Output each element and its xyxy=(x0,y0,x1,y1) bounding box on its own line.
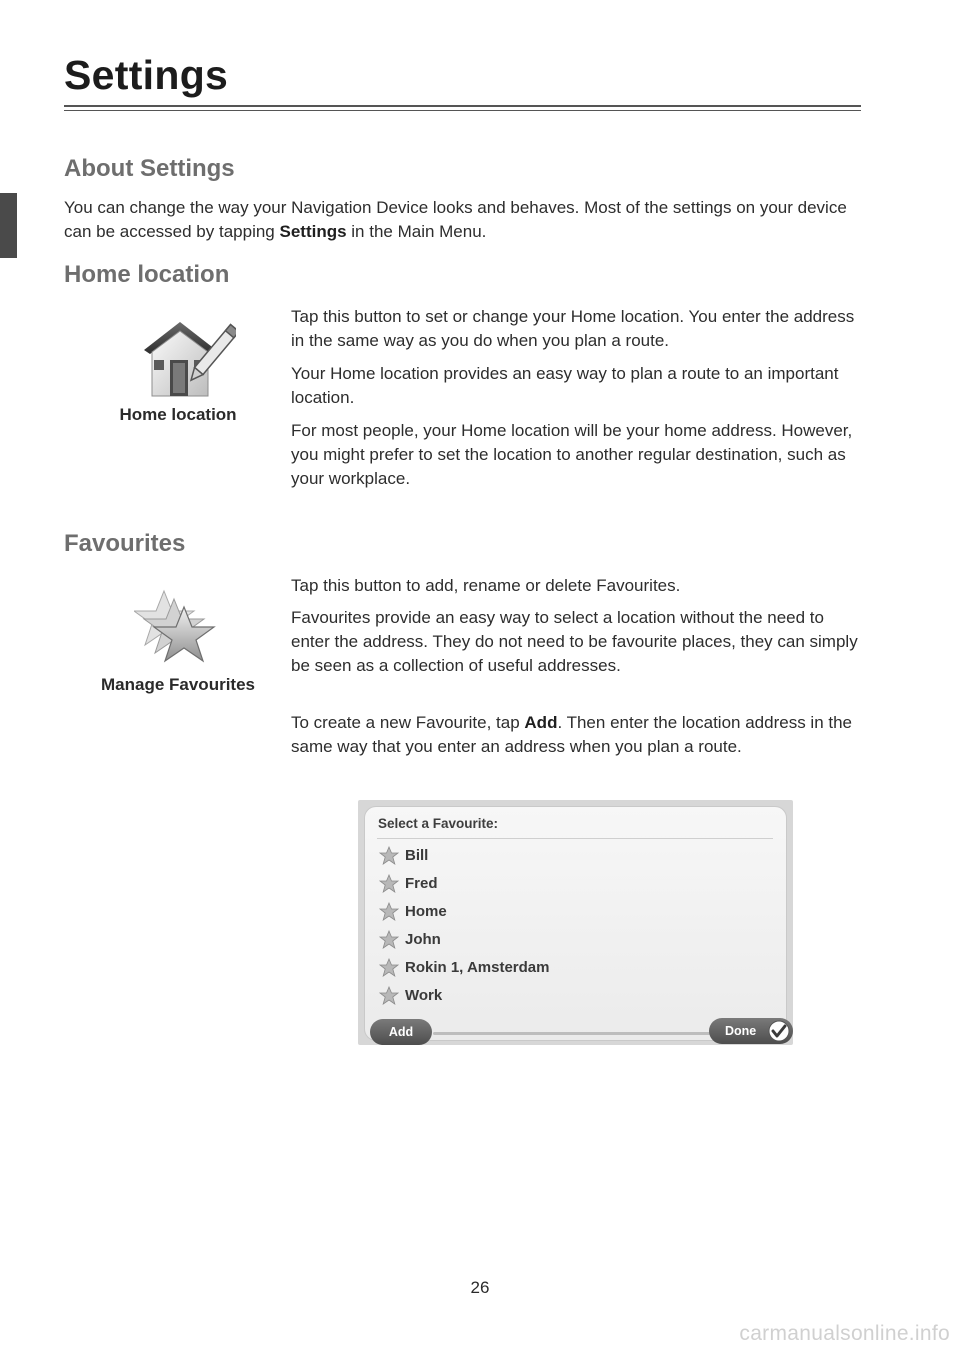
watermark: carmanualsonline.info xyxy=(739,1322,950,1345)
about-heading: About Settings xyxy=(64,155,235,182)
done-button[interactable] xyxy=(709,1018,793,1044)
select-favourite-screenshot xyxy=(358,800,793,1045)
favourite-item-home[interactable] xyxy=(379,899,447,923)
favourite-label: Rokin 1, Amsterdam xyxy=(405,958,550,976)
home-location-icon xyxy=(132,316,236,405)
favourite-label: Work xyxy=(405,986,443,1004)
about-paragraph: You can change the way your Navigation Device looks and behaves. Most of the settings on your device can be accessed by tapping Settings in the Main Menu. xyxy=(64,198,847,241)
manage-favourites-caption: Manage Favourites xyxy=(101,675,255,694)
star-icon xyxy=(379,902,399,921)
home-location-caption: Home location xyxy=(119,405,237,424)
favourites-heading: Favourites xyxy=(64,530,186,557)
favourite-label: Fred xyxy=(405,874,438,892)
manage-favourites-icon xyxy=(134,585,220,676)
title-divider xyxy=(377,838,773,839)
select-favourite-title: Select a Favourite: xyxy=(378,816,499,831)
bottom-bar xyxy=(433,1032,713,1035)
add-button[interactable]: Add xyxy=(370,1019,432,1045)
checkmark-icon xyxy=(768,1020,790,1042)
favourite-item-john[interactable] xyxy=(379,927,441,951)
favourite-item-fred[interactable] xyxy=(379,871,438,895)
favourites-paragraph-3: To create a new Favourite, tap Add. Then enter the location address in the same way that you enter an address when you plan a route. xyxy=(291,713,852,756)
done-label: Done xyxy=(725,1024,757,1038)
page-title: Settings xyxy=(64,52,229,98)
star-icon xyxy=(379,958,399,977)
favourites-paragraph-1: Tap this button to add, rename or delete Favourites. xyxy=(291,576,681,595)
favourite-label: John xyxy=(405,930,441,948)
star-icon xyxy=(379,874,399,893)
star-icon xyxy=(379,986,399,1005)
favourite-item-work[interactable] xyxy=(379,983,442,1007)
screenshot-panel xyxy=(364,806,787,1041)
home-location-heading: Home location xyxy=(64,261,230,288)
favourite-item-bill[interactable] xyxy=(379,843,428,867)
title-rule-bottom xyxy=(64,110,861,111)
page-number: 26 xyxy=(470,1278,490,1297)
title-rule-top xyxy=(64,105,861,107)
favourite-label: Bill xyxy=(405,846,429,864)
home-location-paragraph-1: Tap this button to set or change your Home location. You enter the address in the same way as you do when you plan a route. xyxy=(291,307,855,350)
star-icon xyxy=(379,846,399,865)
home-location-paragraph-3: For most people, your Home location will be your home address. However, you might prefer to set the location to another regular destination, such as your workplace. xyxy=(291,421,853,488)
home-location-paragraph-2: Your Home location provides an easy way to plan a route to an important location. xyxy=(291,364,839,407)
star-icon xyxy=(379,930,399,949)
favourite-label: Home xyxy=(405,902,447,920)
favourite-item-rokin[interactable] xyxy=(379,955,550,979)
favourites-paragraph-2: Favourites provide an easy way to select a location without the need to enter the address. They do not need to be favourite places, they can simply be seen as a collection of useful addresses. xyxy=(291,608,858,675)
chapter-tab xyxy=(0,193,17,258)
